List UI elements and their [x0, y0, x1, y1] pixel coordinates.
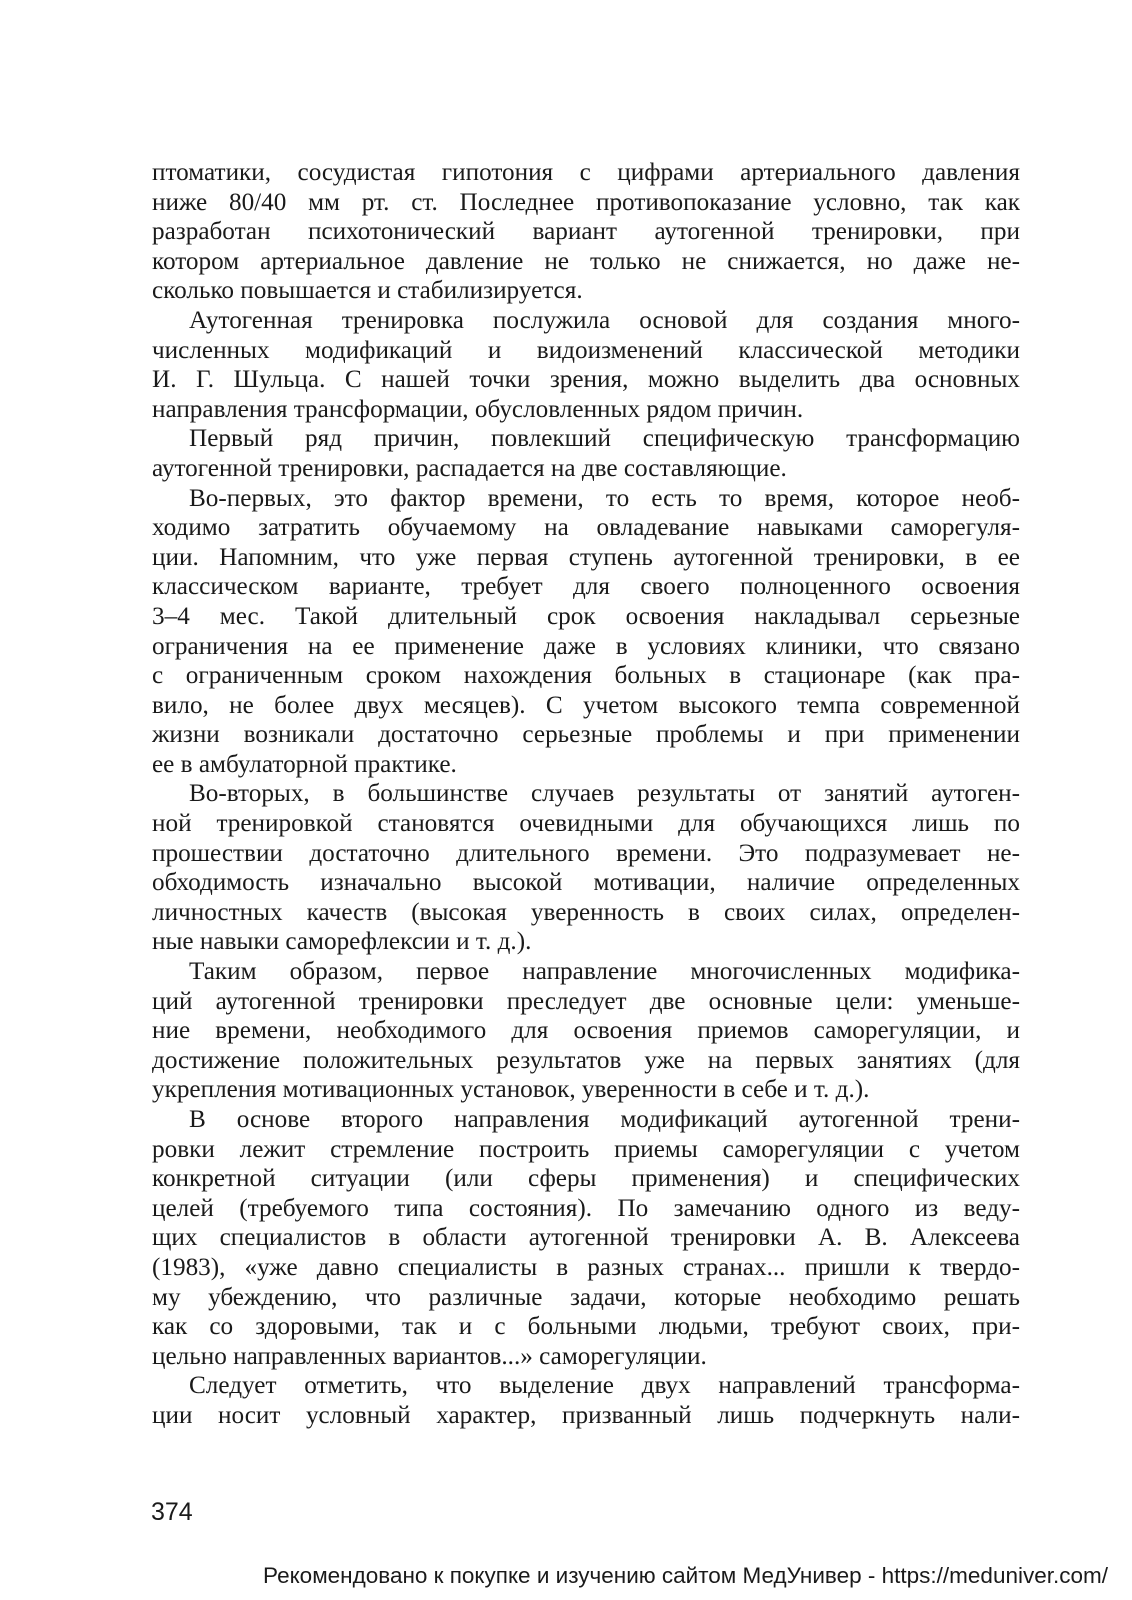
paragraph [152, 158, 1020, 306]
text-line: Первый ряд причин, повлекший специфическую трансформацию [189, 425, 1020, 453]
text-line: му убеждению, что различные задачи, которые необходимо решать [152, 1283, 1020, 1311]
paragraph [152, 1371, 1020, 1430]
text-line: щих специалистов в области аутогенной тренировки А. В. Алексеева [152, 1224, 1020, 1252]
text-line: аутогенной тренировки, распадается на две составляющие. [152, 454, 787, 482]
text-line: конкретной ситуации (или сферы применения) и специфических [152, 1165, 1020, 1193]
text-line: личностных качеств (высокая уверенность в своих силах, определен- [152, 898, 1020, 926]
paragraph [152, 1105, 1020, 1371]
text-line: обходимость изначально высокой мотивации, наличие определенных [152, 869, 1020, 897]
page-number: 374 [151, 1498, 193, 1526]
text-line: ние времени, необходимого для освоения приемов саморегуляции, и [152, 1017, 1020, 1045]
paragraph [152, 484, 1020, 780]
body-text [152, 158, 1020, 1431]
text-line: Следует отметить, что выделение двух направлений трансформа- [189, 1372, 1020, 1400]
text-line: численных модификаций и видоизменений классической методики [152, 336, 1020, 364]
text-line: ции. Напомним, что уже первая ступень аутогенной тренировки, в ее [152, 543, 1020, 571]
text-line: ровки лежит стремление построить приемы саморегуляции с учетом [152, 1135, 1020, 1163]
text-line: И. Г. Шульца. С нашей точки зрения, можно выделить два основных [152, 366, 1020, 394]
text-line: ее в амбулаторной практике. [152, 750, 457, 778]
footer-note: Рекомендовано к покупке и изучению сайтом МедУнивер - https://meduniver.com/ [263, 1563, 1108, 1588]
text-line: жизни возникали достаточно серьезные проблемы и при применении [152, 721, 1020, 749]
text-line: с ограниченным сроком нахождения больных в стационаре (как пра- [152, 662, 1020, 690]
text-line: вило, не более двух месяцев). С учетом высокого темпа современной [152, 691, 1020, 719]
text-line: целей (требуемого типа состояния). По замечанию одного из веду- [152, 1194, 1020, 1222]
text-line: В основе второго направления модификаций аутогенной трени- [189, 1106, 1020, 1133]
text-line: Во-первых, это фактор времени, то есть то время, которое необ- [189, 484, 1020, 512]
paragraph [152, 957, 1020, 1105]
text-line: котором артериальное давление не только не снижается, но даже не- [152, 247, 1020, 275]
text-line: (1983), «уже давно специалисты в разных странах... пришли к твердо- [152, 1253, 1020, 1281]
text-line: разработан психотонический вариант аутогенной тренировки, при [152, 218, 1020, 246]
text-line: сколько повышается и стабилизируется. [152, 277, 583, 305]
text-line: ходимо затратить обучаемому на овладевание навыками саморегуля- [152, 514, 1020, 542]
text-line: 3–4 мес. Такой длительный срок освоения накладывал серьезные [152, 602, 1020, 630]
text-line: ограничения на ее применение даже в условиях клиники, что связано [152, 632, 1020, 660]
text-line: Таким образом, первое направление многочисленных модифика- [189, 958, 1020, 986]
text-line: ниже 80/40 мм рт. ст. Последнее противопоказание условно, так как [152, 188, 1020, 216]
text-line: птоматики, сосудистая гипотония с цифрами артериального давления [152, 159, 1020, 186]
text-line: направления трансформации, обусловленных рядом причин. [152, 395, 804, 423]
text-line: ные навыки саморефлексии и т. д.). [152, 928, 532, 956]
text-line: прошествии достаточно длительного времени. Это подразумевает не- [152, 839, 1020, 867]
text-line: как со здоровыми, так и с больными людьми, требуют своих, при- [152, 1313, 1020, 1341]
text-line: ций аутогенной тренировки преследует две основные цели: уменьше- [152, 987, 1020, 1015]
text-line: цельно направленных вариантов...» саморегуляции. [152, 1342, 707, 1370]
paragraph [152, 779, 1020, 957]
text-line: ции носит условный характер, призванный лишь подчеркнуть нали- [152, 1401, 1020, 1429]
paragraph [152, 306, 1020, 424]
text-line: достижение положительных результатов уже на первых занятиях (для [152, 1046, 1020, 1074]
text-line: ной тренировкой становятся очевидными для обучающихся лишь по [152, 810, 1020, 838]
text-line: укрепления мотивационных установок, уверенности в себе и т. д.). [152, 1076, 870, 1104]
paragraph [152, 424, 1020, 483]
text-line: классическом варианте, требует для своего полноценного освоения [152, 573, 1020, 601]
text-line: Во-вторых, в большинстве случаев результаты от занятий аутоген- [189, 780, 1020, 808]
text-line: Аутогенная тренировка послужила основой для создания много- [189, 306, 1020, 334]
